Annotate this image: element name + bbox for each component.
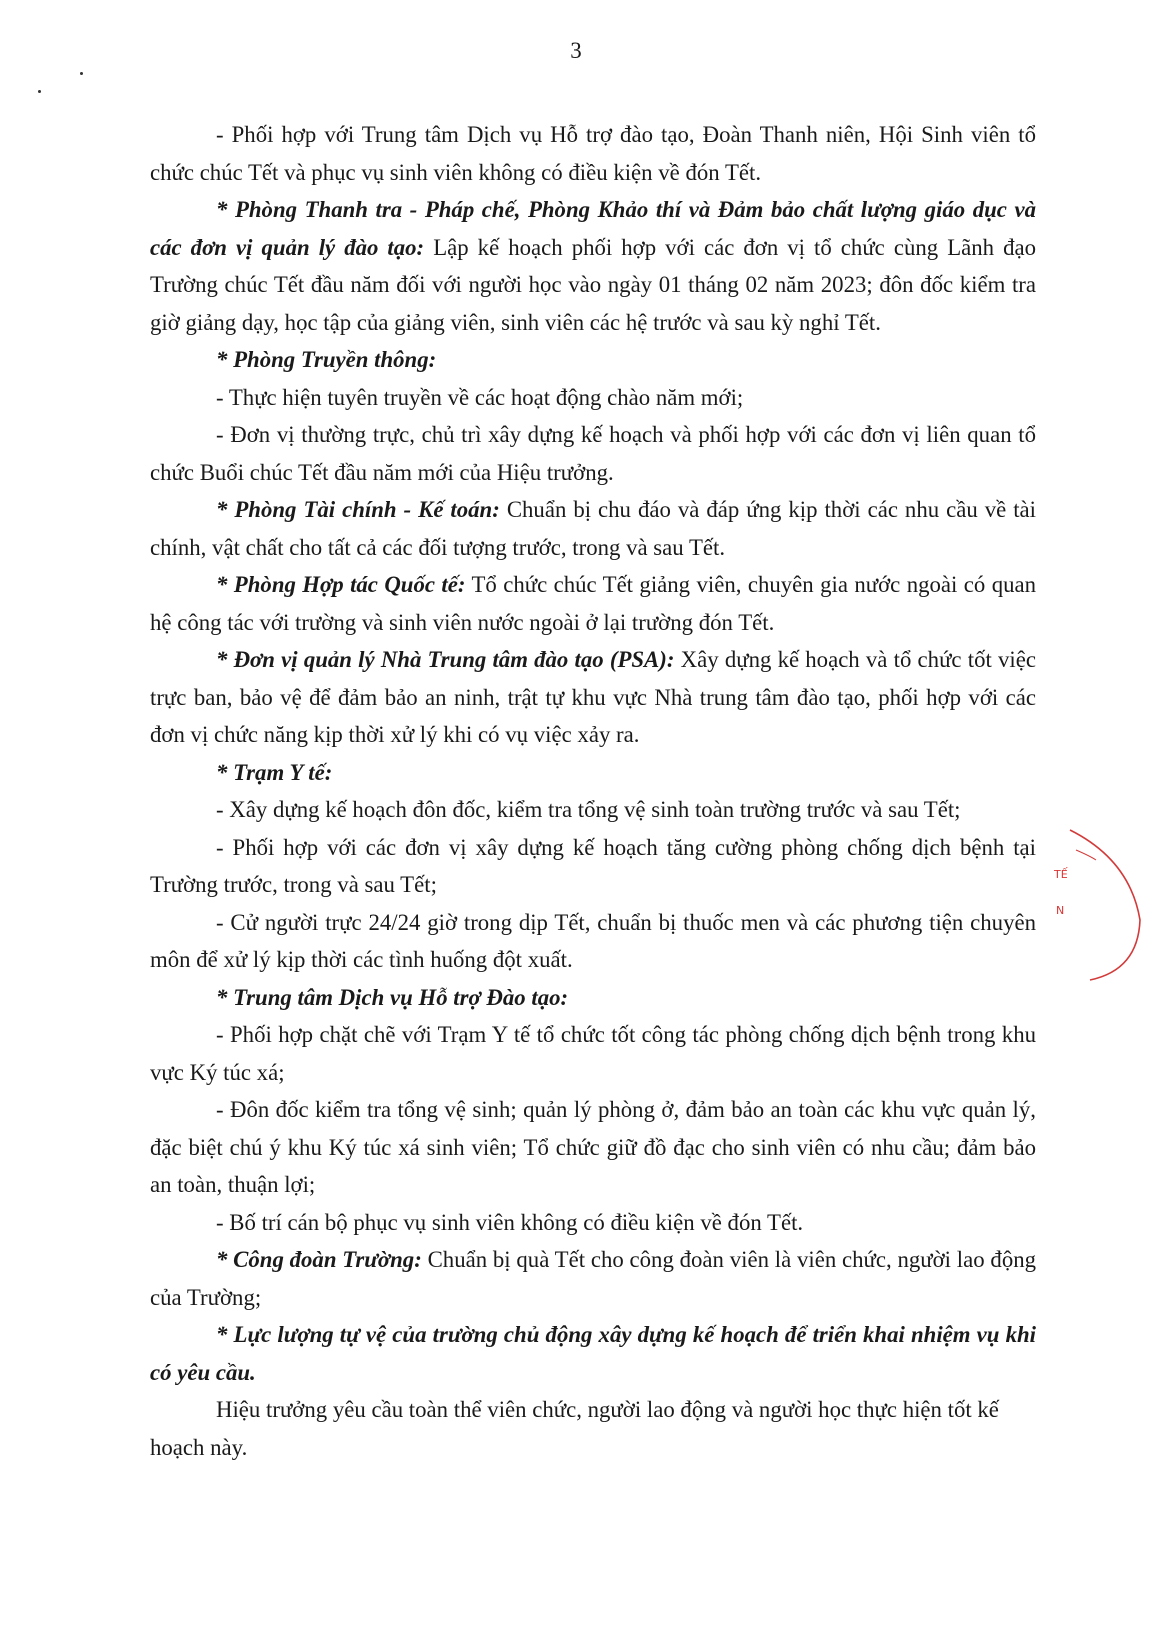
paragraph-support-center: - Phối hợp với Trung tâm Dịch vụ Hỗ trợ đào tạo, Đoàn Thanh niên, Hội Sinh viên tổ chức chúc Tết và phục vụ sinh viên không có điều kiện về đón Tết. bbox=[150, 122, 1036, 185]
page-number: 3 bbox=[570, 38, 582, 63]
paragraph-psa: * Đơn vị quản lý Nhà Trung tâm đào tạo (PSA): Xây dựng kế hoạch và tổ chức tốt việc trực ban, bảo vệ để đảm bảo an ninh, trật tự khu vực Nhà trung tâm đào tạo, phối hợp với các đơn vị chức năng kịp thời xử lý khi có vụ việc xảy ra. bbox=[150, 647, 1036, 747]
stamp-arc-icon bbox=[1060, 820, 1152, 1020]
paragraph-communications-2: - Đơn vị thường trực, chủ trì xây dựng kế hoạch và phối hợp với các đơn vị liên quan tổ chức Buổi chúc Tết đầu năm mới của Hiệu trưởng. bbox=[150, 422, 1036, 485]
heading-medical: * Trạm Y tế: bbox=[216, 759, 333, 785]
stamp-text-2: N bbox=[1056, 904, 1065, 917]
document-body bbox=[150, 116, 1036, 1466]
section-heading: * Phòng Tài chính - Kế toán: bbox=[216, 497, 500, 522]
stamp-text-1: TẾ bbox=[1054, 868, 1068, 881]
section-heading: * Công đoàn Trường: bbox=[216, 1247, 422, 1272]
paragraph-medical-2: - Phối hợp với các đơn vị xây dựng kế hoạch tăng cường phòng chống dịch bệnh tại Trường trước, trong và sau Tết; bbox=[150, 834, 1036, 897]
paragraph-international: * Phòng Hợp tác Quốc tế: Tổ chức chúc Tết giảng viên, chuyên gia nước ngoài có quan hệ công tác với trường và sinh viên nước ngoài ở lại trường đón Tết. bbox=[150, 572, 1037, 635]
paragraph-self-defense: * Lực lượng tự vệ của trường chủ động xây dựng kế hoạch để triển khai nhiệm vụ khi có yêu cầu. bbox=[150, 1322, 1036, 1385]
scan-speck bbox=[38, 90, 41, 93]
heading-communications: * Phòng Truyền thông: bbox=[216, 347, 437, 372]
paragraph-union: * Công đoàn Trường: Chuẩn bị quà Tết cho công đoàn viên là viên chức, người lao động của Trường; bbox=[150, 1247, 1037, 1310]
section-heading: * Phòng Thanh tra - Pháp chế, Phòng Khảo thí và Đảm bảo chất lượng giáo dục và các đơn vị quản lý đào tạo: bbox=[150, 197, 1036, 260]
paragraph-training-3: - Bố trí cán bộ phục vụ sinh viên không có điều kiện về đón Tết. bbox=[216, 1209, 804, 1235]
section-heading: * Phòng Hợp tác Quốc tế: bbox=[216, 572, 466, 597]
section-heading: * Đơn vị quản lý Nhà Trung tâm đào tạo (PSA): bbox=[216, 647, 675, 672]
paragraph-medical-1: - Xây dựng kế hoạch đôn đốc, kiểm tra tổng vệ sinh toàn trường trước và sau Tết; bbox=[216, 797, 961, 822]
paragraph-inspection: * Phòng Thanh tra - Pháp chế, Phòng Khảo thí và Đảm bảo chất lượng giáo dục và các đơn vị quản lý đào tạo: Lập kế hoạch phối hợp với các đơn vị tổ chức cùng Lãnh đạo Trường chúc Tết đầu năm đối với người học vào ngày 01 tháng 02 năm 2023; đôn đốc kiểm tra giờ giảng dạy, học tập của giảng viên, sinh viên các hệ trước và sau kỳ nghỉ Tết. bbox=[150, 197, 1036, 335]
paragraph-communications-1: - Thực hiện tuyên truyền về các hoạt động chào năm mới; bbox=[216, 384, 744, 410]
paragraph-finance: * Phòng Tài chính - Kế toán: Chuẩn bị chu đáo và đáp ứng kịp thời các nhu cầu về tài chính, vật chất cho tất cả các đối tượng trước, trong và sau Tết. bbox=[150, 497, 1036, 560]
red-stamp-partial bbox=[1054, 820, 1152, 1020]
heading-training-services: * Trung tâm Dịch vụ Hỗ trợ Đào tạo: bbox=[216, 984, 569, 1010]
paragraph-training-1: - Phối hợp chặt chẽ với Trạm Y tế tổ chức tốt công tác phòng chống dịch bệnh trong khu vực Ký túc xá; bbox=[150, 1022, 1036, 1085]
paragraph-medical-3: - Cử người trực 24/24 giờ trong dịp Tết, chuẩn bị thuốc men và các phương tiện chuyên môn để xử lý kịp thời các tình huống đột xuất. bbox=[150, 909, 1036, 972]
scan-speck bbox=[80, 72, 83, 75]
paragraph-training-2: - Đôn đốc kiểm tra tổng vệ sinh; quản lý phòng ở, đảm bảo an toàn các khu vực quản lý, đặc biệt chú ý khu Ký túc xá sinh viên; Tổ chức giữ đồ đạc cho sinh viên có nhu cầu; đảm bảo an toàn, thuận lợi; bbox=[150, 1097, 1036, 1197]
paragraph-closing: Hiệu trưởng yêu cầu toàn thể viên chức, người lao động và người học thực hiện tốt kế hoạch này. bbox=[150, 1397, 999, 1460]
